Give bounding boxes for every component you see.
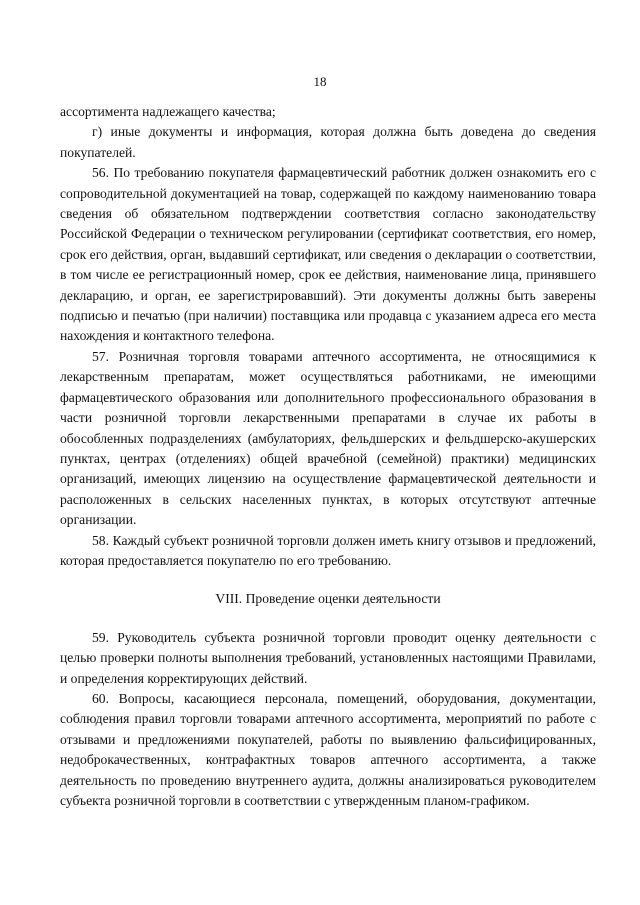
paragraph-56: 56. По требованию покупателя фармацевтический работник должен ознакомить его с сопроводительной документацией на товар, содержащей по каждому наименованию товара сведения об обязательном подтверждении соответствия согласно законодательству Российской Федерации о техническом регулировании (сертификат соответствия, его номер, срок его действия, орган, выдавший сертификат, или сведения о декларации о соответствии, в том числе ее регистрационный номер, срок ее действия, наименование лица, принявшего декларацию, и орган, ее зарегистрировавший). Эти документы должны быть заверены подписью и печатью (при наличии) поставщика или продавца с указанием адреса его места нахождения и контактного телефона. <box>60 165 596 344</box>
document-body <box>60 102 596 811</box>
paragraph-57: 57. Розничная торговля товарами аптечного ассортимента, не относящимися к лекарственным препаратам, может осуществляться работниками, не имеющими фармацевтического образования или дополнительного профессионального образования в части розничной торговли лекарственными препаратами в случае их работы в обособленных подразделениях (амбулаториях, фельдшерских и фельдшерско-акушерских пунктах, центрах (отделениях) общей врачебной (семейной) практики) медицинских организаций, имеющих лицензию на осуществление фармацевтической деятельности и расположенных в сельских населенных пунктах, в которых отсутствуют аптечные организации. <box>60 348 596 528</box>
page-number: 18 <box>313 74 327 89</box>
paragraph-continuation: ассортимента надлежащего качества; <box>60 104 276 119</box>
paragraph-item-g: г) иные документы и информация, которая должна быть доведена до сведения покупателей. <box>60 124 596 160</box>
paragraph-58: 58. Каждый субъект розничной торговли должен иметь книгу отзывов и предложений, которая предоставляется покупателю по его требованию. <box>60 532 596 568</box>
section-heading: VIII. Проведение оценки деятельности <box>215 591 441 607</box>
paragraph-60: 60. Вопросы, касающиеся персонала, помещений, оборудования, документации, соблюдения правил торговли товарами аптечного ассортимента, мероприятий по работе с отзывами и предложениями покупателей, работы по выявлению фальсифицированных, недоброкачественных, контрафактных товаров аптечного ассортимента, а также деятельность по проведению внутреннего аудита, должны анализироваться руководителем субъекта розничной торговли в соответствии с утвержденным планом-графиком. <box>60 690 596 808</box>
paragraph-59: 59. Руководитель субъекта розничной торговли проводит оценку деятельности с целью проверки полноты выполнения требований, установленных настоящими Правилами, и определения корректирующих действий. <box>60 629 596 686</box>
